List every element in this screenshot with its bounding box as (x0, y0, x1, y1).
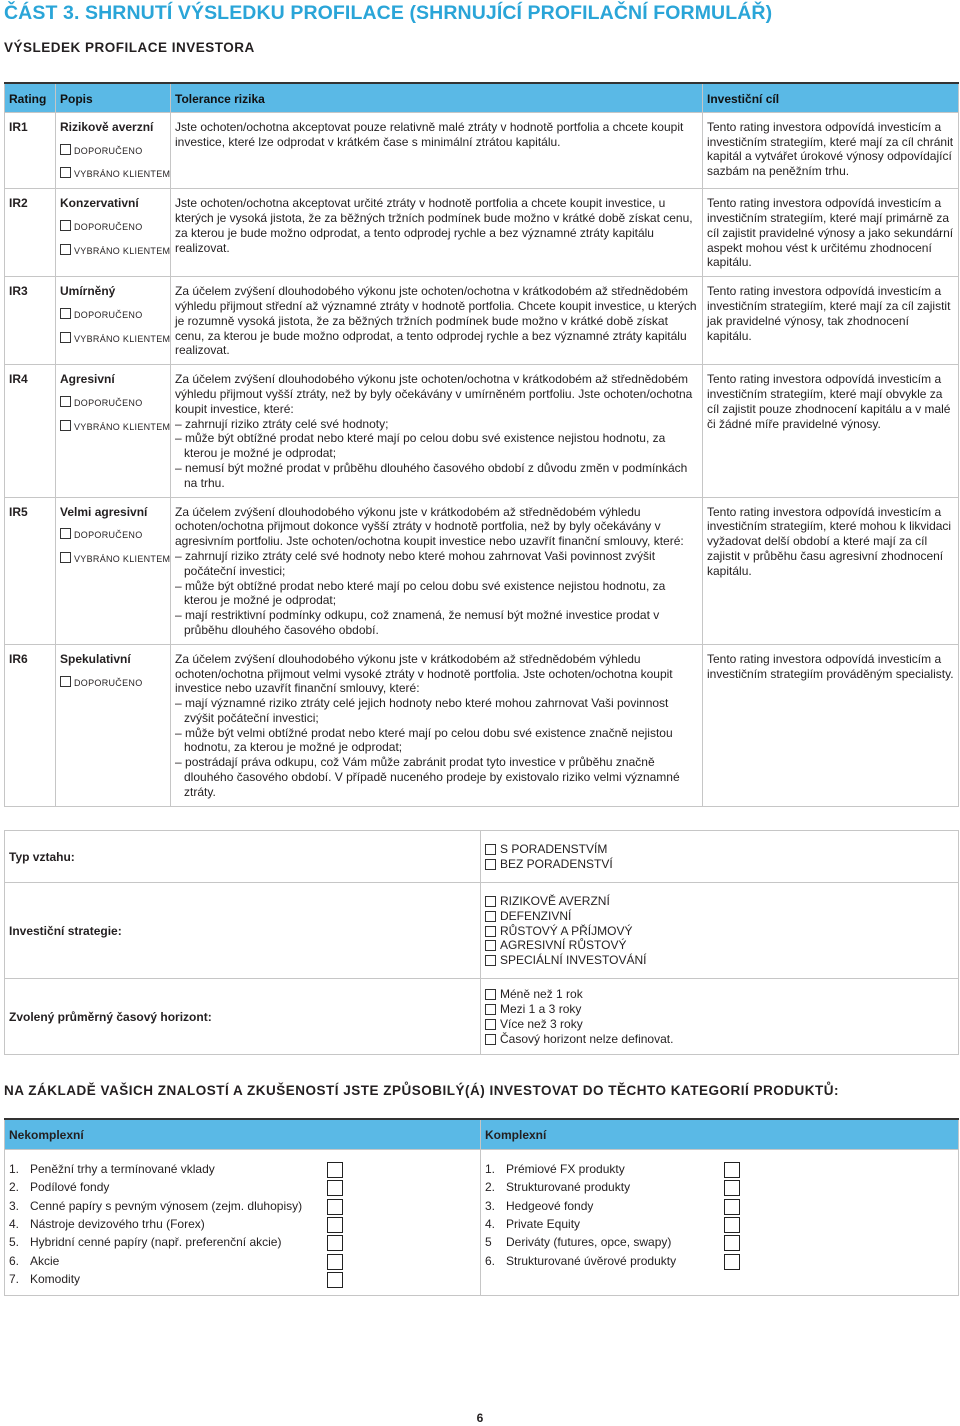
products-table (4, 1118, 959, 1296)
risk-tolerance-text: Za účelem zvýšení dlouhodobého výkonu jste ochoten/ochotna v krátkodobém až střednědobém výhledu přijmout střední až významné ztráty v hodnotě portfolia. Chcete koupit investice, u kterých je rozumně vysoká jistota, že za běžných tržních podmínek bude možno v krátké době získat cenu, za kterou je bude možno odprodat, a tento odprodej rychle a bez významné ztráty kapitálu realizovat. (175, 284, 697, 358)
strategy-options (481, 883, 959, 979)
list-item: – mají významné riziko ztráty celé jejich hodnoty nebo které mohou zahrnovat Vaši povinnost zvýšit počáteční investici; (175, 696, 698, 726)
rating-name: Umírněný (60, 284, 116, 299)
relation-option[interactable] (485, 842, 954, 857)
checkbox-icon (485, 859, 496, 870)
recommended-checkbox[interactable] (60, 220, 166, 235)
checkbox-icon (60, 396, 71, 407)
checkbox-icon (60, 332, 71, 343)
list-item: – může být obtížné prodat nebo které mají po celou dobu své existence nejistou hodnotu, za kterou je možné je odprodat; (175, 431, 698, 461)
risk-tolerance-text: Za účelem zvýšení dlouhodobého výkonu jste v krátkodobém až střednědobém výhledu ochoten/ochotna přijmout velmi vysoké ztráty v hodnotě portfolia. Jste ochoten/ochotna koupit investice nebo uzavřít finanční smlouvy, které: (175, 651, 673, 696)
table-row (5, 644, 959, 806)
product-label: Deriváty (futures, opce, swapy) (506, 1235, 672, 1250)
recommended-label: DOPORUČENO (74, 309, 143, 320)
product-item (485, 1233, 740, 1251)
product-number: 2. (485, 1180, 496, 1195)
rating-description (56, 277, 171, 365)
checkbox-icon (60, 244, 71, 255)
product-item (485, 1178, 740, 1196)
option-label: SPECIÁLNÍ INVESTOVÁNÍ (500, 953, 647, 968)
table-row (5, 112, 959, 188)
list-item: – může být velmi obtížné prodat nebo které mají po celou dobu své existence značně nejistou hodnotu, za kterou je možné je odprodat; (175, 726, 698, 756)
section-subtitle: VÝSLEDEK PROFILACE INVESTORA (4, 40, 255, 55)
strategy-option[interactable] (485, 953, 954, 968)
product-item (9, 1233, 343, 1251)
recommended-checkbox[interactable] (60, 396, 166, 411)
horizon-option[interactable] (485, 987, 954, 1002)
chosen-checkbox[interactable] (60, 420, 171, 435)
product-checkbox[interactable] (327, 1162, 343, 1178)
checkbox-icon (60, 528, 71, 539)
recommended-checkbox[interactable] (60, 528, 166, 543)
option-label: AGRESIVNÍ RŮSTOVÝ (500, 938, 627, 953)
recommended-checkbox[interactable] (60, 308, 166, 323)
rating-description (56, 112, 171, 188)
product-number: 1. (9, 1161, 20, 1176)
product-item (485, 1197, 740, 1215)
rating-description (56, 497, 171, 644)
header-popis: Popis (56, 83, 171, 112)
rating-name: Agresivní (60, 372, 115, 387)
checkbox-icon (60, 420, 71, 431)
product-label: Hybridní cenné papíry (např. preferenční akcie) (30, 1235, 282, 1250)
rating-name: Konzervativní (60, 196, 139, 211)
product-number: 4. (485, 1217, 496, 1232)
recommended-label: DOPORUČENO (74, 677, 143, 688)
product-label: Akcie (30, 1253, 60, 1268)
recommended-label: DOPORUČENO (74, 145, 143, 156)
complex-products-header: Komplexní (481, 1119, 959, 1149)
checkbox-icon (485, 1004, 496, 1015)
list-item: – zahrnují riziko ztráty celé své hodnoty nebo které mohou zahrnovat Vaši povinnost zvýšit počáteční investici; (175, 549, 698, 579)
product-label: Nástroje devizového trhu (Forex) (30, 1217, 205, 1232)
product-item (9, 1197, 343, 1215)
risk-tolerance-cell (171, 189, 703, 277)
product-checkbox[interactable] (724, 1180, 740, 1196)
product-checkbox[interactable] (327, 1199, 343, 1215)
recommended-label: DOPORUČENO (74, 221, 143, 232)
rating-description (56, 365, 171, 497)
product-checkbox[interactable] (327, 1217, 343, 1233)
investment-goal: Tento rating investora odpovídá investicím a investičním strategiím, které mají za cíl chránit kapitál a vytvářet úrokové výnosy odpovídající sazbám na peněžním trhu. (703, 112, 959, 188)
product-checkbox[interactable] (327, 1254, 343, 1270)
product-number: 7. (9, 1272, 20, 1287)
product-checkbox[interactable] (327, 1235, 343, 1251)
table-row (5, 189, 959, 277)
option-label: DEFENZIVNÍ (500, 908, 572, 923)
recommended-checkbox[interactable] (60, 144, 166, 159)
checkbox-icon (485, 940, 496, 951)
header-rating: Rating (5, 83, 56, 112)
list-item: – zahrnují riziko ztráty celé své hodnoty; (175, 417, 698, 432)
rating-name: Spekulativní (60, 651, 131, 666)
checkbox-icon (60, 552, 71, 563)
checkbox-icon (485, 896, 496, 907)
option-label: S PORADENSTVÍM (500, 842, 608, 857)
checkbox-icon (485, 844, 496, 855)
risk-tolerance-cell (171, 644, 703, 806)
rating-id: IR4 (5, 365, 56, 497)
checkbox-icon (60, 144, 71, 155)
product-number: 2. (9, 1180, 20, 1195)
list-item: – postrádají práva odkupu, což Vám může zabránit prodat tyto investice v průběhu značně dlouhého časového období. V případě nuceného prodeje by existovalo riziko velmi významné ztráty. (175, 755, 698, 799)
relation-options (481, 831, 959, 883)
tolerance-list (175, 549, 698, 638)
product-item (9, 1252, 343, 1270)
horizon-options (481, 979, 959, 1055)
option-label: Více než 3 roky (500, 1017, 583, 1031)
option-label: RIZIKOVĚ AVERZNÍ (500, 894, 610, 908)
product-number: 1. (485, 1161, 496, 1176)
horizon-option[interactable] (485, 1017, 954, 1032)
product-label: Strukturované produkty (506, 1180, 631, 1195)
chosen-label: VYBRÁNO KLIENTEM (74, 245, 171, 256)
recommended-checkbox[interactable] (60, 676, 166, 691)
risk-tolerance-text: Jste ochoten/ochotna akceptovat určité ztráty v hodnotě portfolia a chcete koupit investice, u kterých je vysoká jistota, že za běžných tržních podmínek bude možno v krátké době získat cenu, za kterou je bude možno odprodat, a tento odprodej rychle a bez významné ztráty kapitálu realizovat. (175, 196, 693, 255)
tolerance-list (175, 417, 698, 491)
investment-goal: Tento rating investora odpovídá investicím a investičním strategiím, které mají obvykle za cíl zajistit pouze zhodnocení kapitálu a v malé či žádné míře pravidelné výnosy. (703, 365, 959, 497)
product-number: 6. (485, 1253, 496, 1268)
product-checkbox[interactable] (724, 1235, 740, 1251)
table-row (5, 277, 959, 365)
product-label: Podílové fondy (30, 1180, 110, 1195)
list-item: – nemusí být možné prodat v průběhu dlouhého časového období z důvodu změn v podmínkách na trhu. (175, 461, 698, 491)
chosen-label: VYBRÁNO KLIENTEM (74, 421, 171, 432)
risk-tolerance-cell (171, 365, 703, 497)
product-checkbox[interactable] (327, 1180, 343, 1196)
checkbox-icon (485, 1019, 496, 1030)
checkbox-icon (485, 1034, 496, 1045)
horizon-option[interactable] (485, 1002, 954, 1017)
rating-id: IR3 (5, 277, 56, 365)
investment-goal: Tento rating investora odpovídá investicím a investičním strategiím, které mohou k likvidaci vyžadovat delší období a které mají za cíl zajistit v průběhu času agresivní zhodnocení kapitálu. (703, 497, 959, 644)
product-label: Cenné papíry s pevným výnosem (zejm. dluhopisy) (30, 1198, 303, 1213)
option-label: RŮSTOVÝ A PŘÍJMOVÝ (500, 923, 633, 938)
product-item (9, 1178, 343, 1196)
rating-description (56, 644, 171, 806)
header-goal: Investiční cíl (703, 83, 959, 112)
chosen-checkbox[interactable] (60, 244, 171, 259)
checkbox-icon (60, 220, 71, 231)
product-item (9, 1215, 343, 1233)
strategy-option[interactable] (485, 938, 954, 953)
product-label: Peněžní trhy a termínované vklady (30, 1161, 215, 1176)
chosen-label: VYBRÁNO KLIENTEM (74, 333, 171, 344)
product-item (485, 1215, 740, 1233)
recommended-label: DOPORUČENO (74, 397, 143, 408)
investment-goal: Tento rating investora odpovídá investicím a investičním strategiím prováděným specialisty. (703, 644, 959, 806)
product-checkbox[interactable] (724, 1199, 740, 1215)
chosen-checkbox[interactable] (60, 552, 171, 567)
rating-id: IR2 (5, 189, 56, 277)
option-label: Časový horizont nelze definovat. (500, 1031, 674, 1046)
risk-tolerance-text: Za účelem zvýšení dlouhodobého výkonu jste v krátkodobém až střednědobém výhledu ochoten/ochotna přijmout dokonce vyšší ztráty v hodnotě portfolia, než by byly očekávány v agresivním portfoliu. Jste ochoten/ochotna koupit investice nebo uzavřít finanční smlouvy, které: (175, 504, 684, 549)
tolerance-list (175, 696, 698, 800)
risk-tolerance-text: Jste ochoten/ochotna akceptovat pouze relativně malé ztráty v hodnotě portfolia a chcete koupit investice, které lze odprodat v krátkém čase s minimální ztrátou kapitálu. (175, 119, 684, 149)
product-number: 3. (9, 1198, 20, 1213)
investment-goal: Tento rating investora odpovídá investicím a investičním strategiím, které mají za cíl zajistit jak pravidelné výnosy, tak zhodnocení kapitálu. (703, 277, 959, 365)
risk-tolerance-cell (171, 277, 703, 365)
chosen-label: VYBRÁNO KLIENTEM (74, 554, 171, 565)
product-checkbox[interactable] (724, 1254, 740, 1270)
strategy-option[interactable] (485, 924, 954, 939)
chosen-label: VYBRÁNO KLIENTEM (74, 169, 171, 180)
profile-table (4, 82, 959, 807)
complex-products-list (481, 1149, 959, 1295)
product-checkbox[interactable] (724, 1162, 740, 1178)
chosen-checkbox[interactable] (60, 167, 171, 182)
product-checkbox[interactable] (327, 1272, 343, 1288)
product-label: Hedgeové fondy (506, 1198, 594, 1213)
product-number: 3. (485, 1198, 496, 1213)
option-label: Méně než 1 rok (500, 987, 583, 1002)
simple-products-list (5, 1149, 481, 1295)
product-number: 6. (9, 1253, 20, 1268)
product-number: 4. (9, 1217, 20, 1232)
product-number: 5. (9, 1235, 20, 1250)
option-label: Mezi 1 a 3 roky (500, 1002, 582, 1017)
rating-id: IR6 (5, 644, 56, 806)
product-label: Private Equity (506, 1217, 581, 1232)
checkbox-icon (485, 989, 496, 1000)
rating-description (56, 189, 171, 277)
product-checkbox[interactable] (724, 1217, 740, 1233)
option-label: BEZ PORADENSTVÍ (500, 857, 613, 871)
product-number: 5 (485, 1235, 492, 1250)
product-item (485, 1252, 740, 1270)
product-label: Prémiové FX produkty (506, 1161, 625, 1176)
horizon-option[interactable] (485, 1032, 954, 1047)
page-number: 6 (476, 1411, 484, 1425)
page-title: ČÁST 3. SHRNUTÍ VÝSLEDKU PROFILACE (SHRNUJÍCÍ PROFILAČNÍ FORMULÁŘ) (4, 2, 773, 24)
product-item (485, 1160, 740, 1178)
checkbox-icon (485, 926, 496, 937)
products-heading: NA ZÁKLADĚ VAŠICH ZNALOSTÍ A ZKUŠENOSTÍ JSTE ZPŮSOBILÝ(Á) INVESTOVAT DO TĚCHTO KATEGORIÍ PRODUKTŮ: (4, 1083, 840, 1098)
strategy-label: Investiční strategie: (5, 883, 481, 979)
strategy-option[interactable] (485, 894, 954, 909)
rating-id: IR5 (5, 497, 56, 644)
checkbox-icon (60, 308, 71, 319)
product-item (9, 1160, 343, 1178)
risk-tolerance-cell (171, 497, 703, 644)
table-row (5, 365, 959, 497)
summary-table (4, 830, 959, 1055)
table-row (5, 497, 959, 644)
product-label: Strukturované úvěrové produkty (506, 1253, 677, 1268)
rating-name: Velmi agresivní (60, 504, 148, 519)
list-item: – mají restriktivní podmínky odkupu, což znamená, že nemusí být možné investice prodat v průběhu dlouhého časového období. (175, 608, 698, 638)
relation-label: Typ vztahu: (5, 831, 481, 883)
product-item (9, 1270, 343, 1288)
rating-name: Rizikově averzní (60, 119, 154, 134)
list-item: – může být obtížné prodat nebo které mají po celou dobu své existence nejistou hodnotu, za kterou je možné je odprodat; (175, 579, 698, 609)
chosen-checkbox[interactable] (60, 332, 171, 347)
horizon-label: Zvolený průměrný časový horizont: (5, 979, 481, 1055)
simple-products-header: Nekomplexní (5, 1119, 481, 1149)
rating-id: IR1 (5, 112, 56, 188)
checkbox-icon (485, 955, 496, 966)
checkbox-icon (485, 911, 496, 922)
investment-goal: Tento rating investora odpovídá investicím a investičním strategiím, které mají primárně za cíl zajistit pravidelné výnosy a jako sekundární aspekt mohou vést k určitému zhodnocení kapitálu. (703, 189, 959, 277)
strategy-option[interactable] (485, 909, 954, 924)
risk-tolerance-text: Za účelem zvýšení dlouhodobého výkonu jste ochoten/ochotna v krátkodobém až střednědobém výhledu přijmout vyšší ztráty, než by byly očekávány v umírněném portfoliu. Jste ochoten/ochotna koupit investice, které: (175, 372, 693, 416)
relation-option[interactable] (485, 857, 954, 872)
recommended-label: DOPORUČENO (74, 530, 143, 541)
checkbox-icon (60, 676, 71, 687)
header-tolerance: Tolerance rizika (171, 83, 703, 112)
risk-tolerance-cell (171, 112, 703, 188)
checkbox-icon (60, 167, 71, 178)
product-label: Komodity (30, 1272, 81, 1287)
